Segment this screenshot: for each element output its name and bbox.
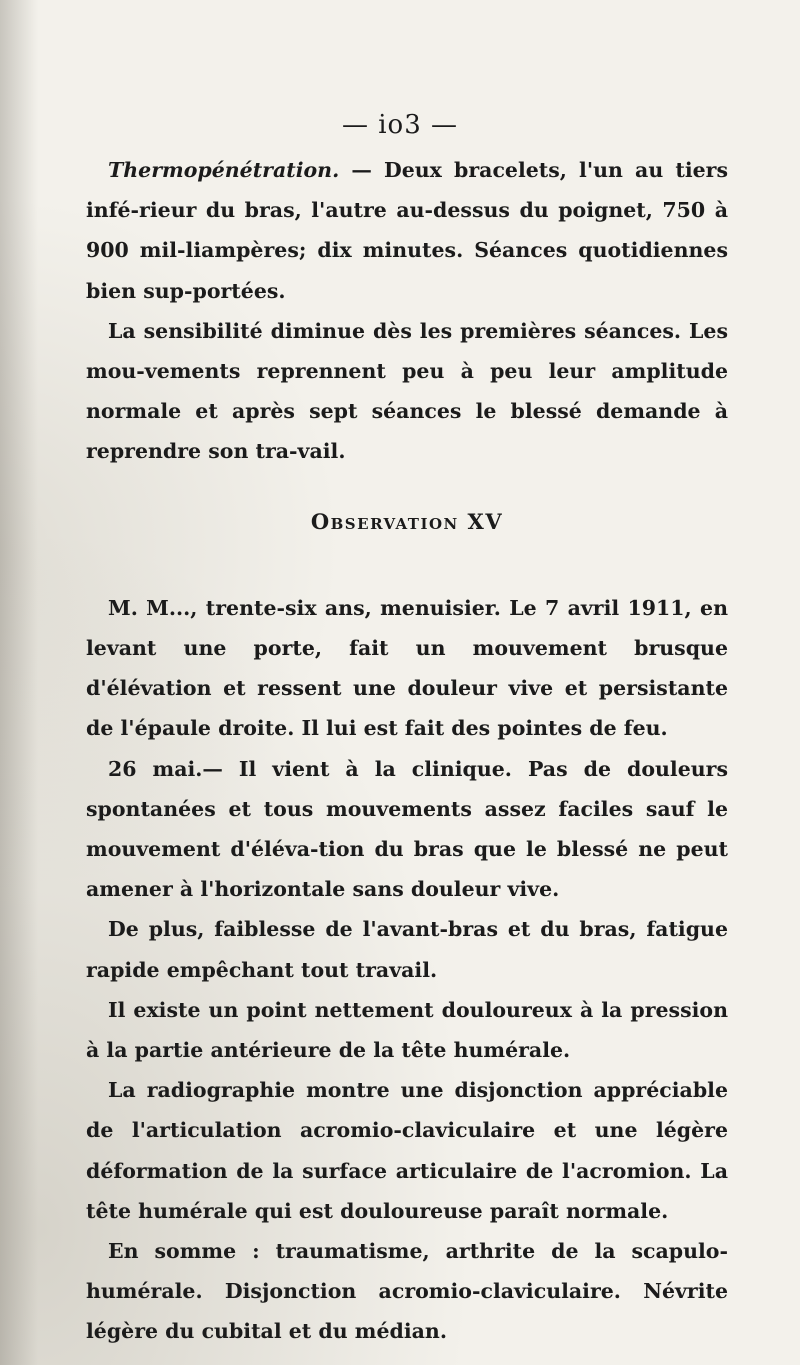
paragraph-text: — Deux bracelets, l'un au tiers infé-rieur du bras, l'autre au-dessus du poignet, 750 à 900 mil-liampères; dix minutes. Séances quotidiennes bien sup-portées. [86, 158, 728, 303]
paragraph-clinic-visit: 26 mai.— Il vient à la clinique. Pas de douleurs spontanées et tous mouvements assez faciles sauf le mouvement d'éléva-tion du bras que le blessé ne peut amener à l'horizontale sans douleur vive. [86, 756, 728, 902]
paragraph-pain-point: Il existe un point nettement douloureux à la pression à la partie antérieure de la tête humérale. [86, 997, 728, 1063]
paragraph-radiography: La radiographie montre une disjonction appréciable de l'articulation acromio-claviculaire et une légère déformation de la surface articulaire de l'acromion. La tête humérale qui est douloureuse paraît normale. [86, 1078, 728, 1223]
paragraph-sensibilite: La sensibilité diminue dès les premières séances. Les mou-vements reprennent peu à peu leur amplitude normale et après sept séances le blessé demande à reprendre son tra-vail. [86, 318, 728, 464]
page-number: — io3 — [341, 110, 459, 140]
paragraph-weakness: De plus, faiblesse de l'avant-bras et du bras, fatigue rapide empêchant tout travail. [86, 917, 728, 982]
paragraph-summary: En somme : traumatisme, arthrite de la scapulo-humérale. Disjonction acromio-claviculaire. Névrite légère du cubital et du médian. [86, 1239, 728, 1344]
paragraph-patient-history: M. M..., trente-six ans, menuisier. Le 7 avril 1911, en levant une porte, fait un mouvement brusque d'élévation et ressent une douleur vive et persistante de l'épaule droite. Il lui est fait des pointes de feu. [86, 595, 728, 741]
paragraph-thermopenetration [86, 150, 728, 311]
paragraph-lead-italic: Thermopénétration. [108, 158, 340, 182]
section-heading-observation: Observation XV [310, 508, 504, 534]
document-body [86, 150, 728, 1352]
page-edge-shadow [0, 0, 38, 1365]
